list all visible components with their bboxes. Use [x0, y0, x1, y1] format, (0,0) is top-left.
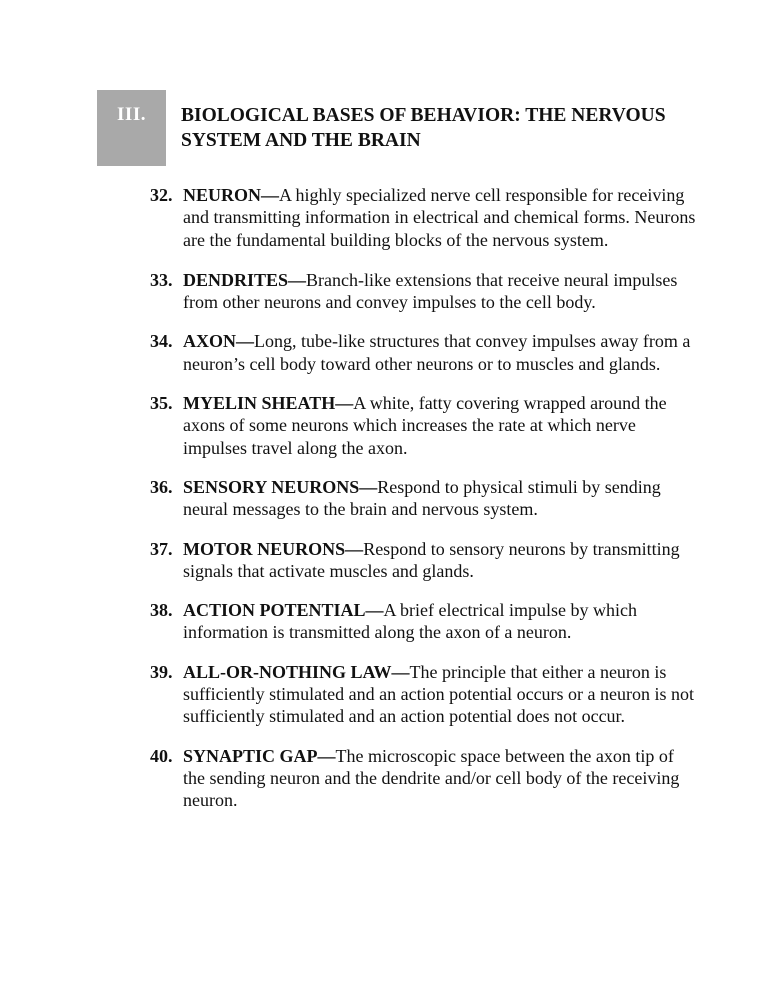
term-number: 32. — [150, 185, 173, 205]
glossary-item — [140, 538, 700, 583]
term-definition: Respond to sensory neurons by transmitting signals that activate muscles and glands. — [183, 538, 680, 581]
term-name: MOTOR NEURONS— — [183, 538, 364, 559]
term-number: 38. — [150, 600, 173, 621]
term-definition: The principle that either a neuron is sufficiently stimulated and an action potential occurs or a neuron is not sufficiently stimulated and an action potential does not occur. — [183, 661, 695, 727]
term-number: 37. — [150, 538, 173, 559]
glossary-term-list — [140, 184, 700, 812]
glossary-item — [140, 269, 700, 314]
term-name: ALL-OR-NOTHING LAW— — [183, 661, 410, 682]
term-number: 40. — [150, 745, 173, 766]
term-number: 34. — [150, 331, 173, 352]
term-name: DENDRITES— — [183, 269, 307, 290]
glossary-item — [140, 476, 700, 521]
term-definition: Respond to physical stimuli by sending neural messages to the brain and nervous system. — [183, 476, 661, 520]
glossary-item — [140, 745, 700, 812]
term-number: 36. — [150, 476, 173, 497]
glossary-item — [140, 599, 700, 644]
term-definition: Branch-like extensions that receive neural impulses from other neurons and convey impulses to the cell body. — [183, 269, 678, 313]
term-name: SYNAPTIC GAP— — [183, 745, 336, 766]
term-name: MYELIN SHEATH— — [183, 393, 354, 414]
glossary-item — [140, 330, 700, 375]
glossary-item — [140, 392, 700, 459]
term-definition: A highly specialized nerve cell responsible for receiving and transmitting information in electrical and chemical forms. Neurons are the fundamental building blocks of the nervous system. — [183, 185, 696, 250]
term-number: 39. — [150, 661, 173, 682]
section-number-badge — [97, 90, 166, 166]
section-title: BIOLOGICAL BASES OF BEHAVIOR: THE NERVOUS SYSTEM AND THE BRAIN — [181, 105, 666, 151]
term-number: 35. — [150, 393, 173, 414]
term-name: AXON— — [183, 331, 254, 352]
glossary-item — [140, 184, 700, 251]
section-number: III. — [117, 104, 146, 125]
term-number: 33. — [150, 269, 173, 290]
term-definition: Long, tube-like structures that convey impulses away from a neuron’s cell body toward other neurons or to muscles and glands. — [183, 331, 691, 374]
term-definition: A brief electrical impulse by which information is transmitted along the axon of a neuron. — [183, 600, 637, 643]
term-definition: A white, fatty covering wrapped around the axons of some neurons which increases the rate at which nerve impulses travel along the axon. — [183, 393, 667, 458]
term-name: SENSORY NEURONS— — [183, 476, 378, 497]
glossary-item — [140, 661, 700, 728]
term-name: NEURON— — [183, 185, 280, 205]
term-definition: The microscopic space between the axon tip of the sending neuron and the dendrite and/or cell body of the receiving neuron. — [183, 745, 680, 811]
term-name: ACTION POTENTIAL— — [183, 600, 384, 621]
